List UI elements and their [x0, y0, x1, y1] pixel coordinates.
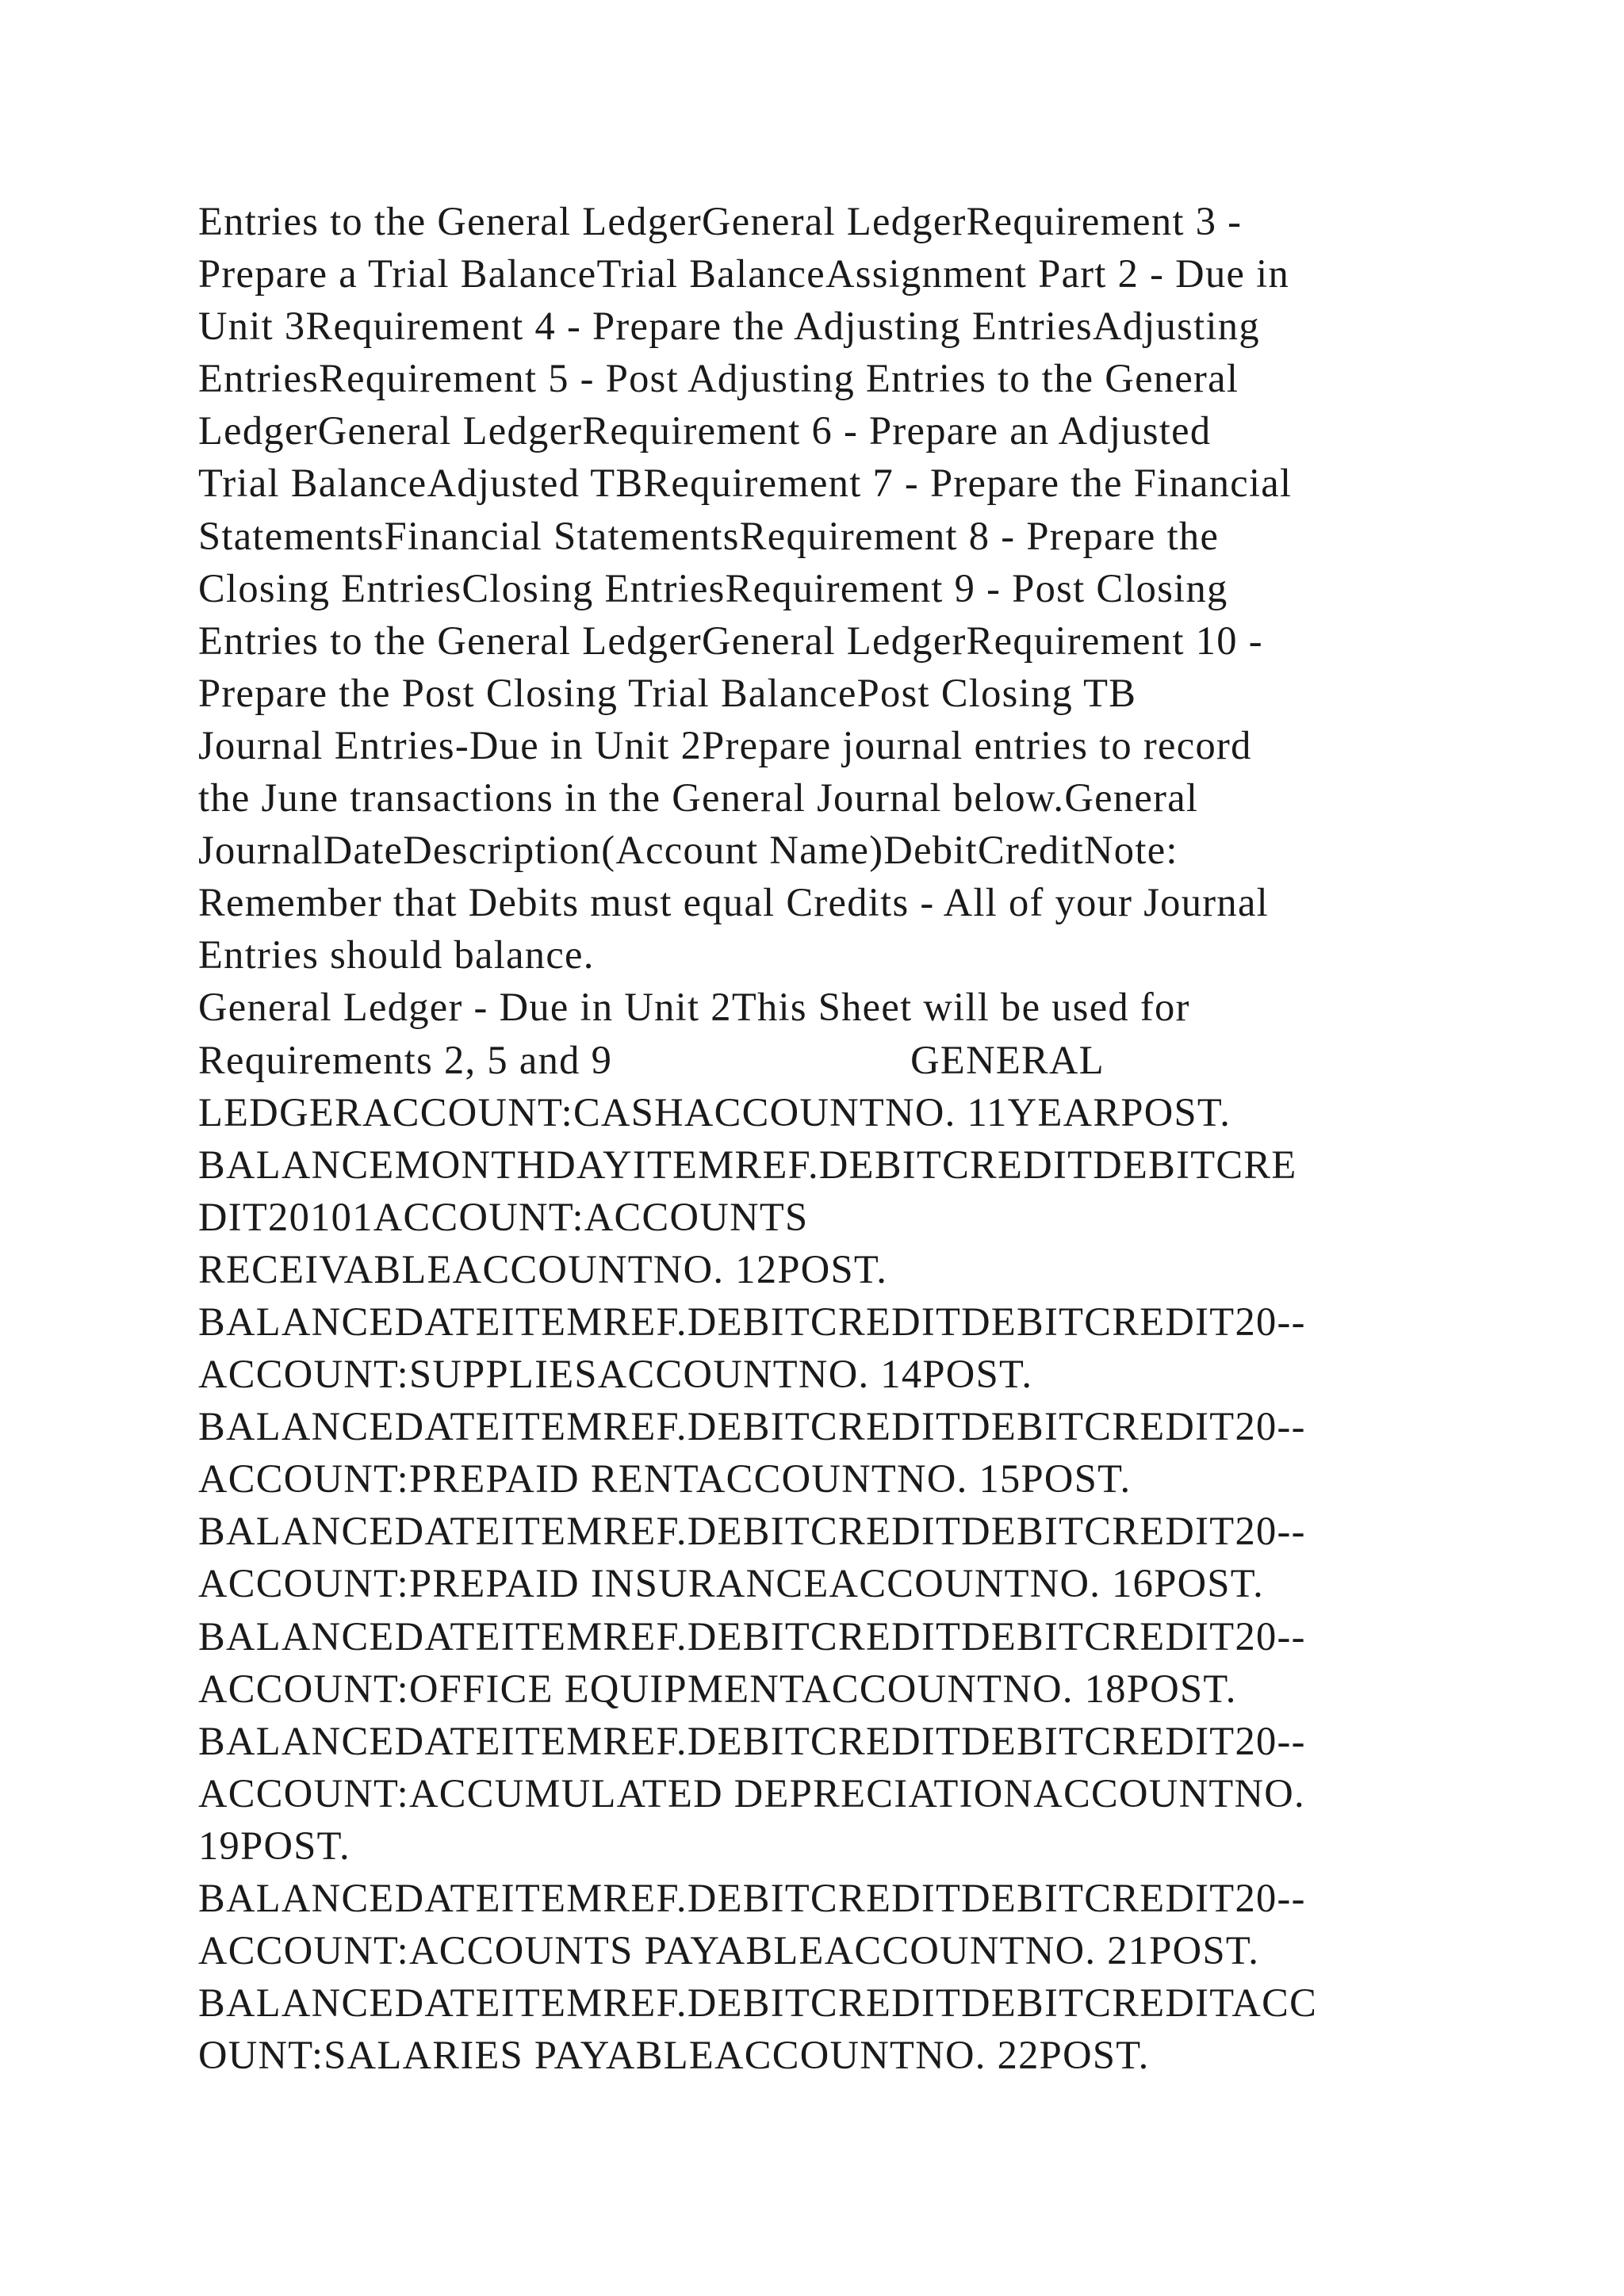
text-line: OUNT:SALARIES PAYABLEACCOUNTNO. 22POST.: [198, 2033, 1150, 2078]
text-line: Prepare the Post Closing Trial BalancePost Closing TB: [198, 670, 1137, 715]
text-line: DIT20101ACCOUNT:ACCOUNTS: [198, 1194, 809, 1239]
text-line: 19POST.: [198, 1823, 350, 1868]
text-line: Requirements 2, 5 and 9 GENERAL: [198, 1037, 1105, 1082]
text-line: StatementsFinancial StatementsRequirement 8 - Prepare the: [198, 513, 1220, 558]
text-line: General Ledger - Due in Unit 2This Sheet will be used for: [198, 985, 1190, 1030]
text-line: Remember that Debits must equal Credits - All of your Journal: [198, 880, 1269, 925]
text-line: Entries should balance.: [198, 932, 595, 978]
text-line: Entries to the General LedgerGeneral LedgerRequirement 3 -: [198, 199, 1243, 243]
text-line: BALANCEDATEITEMREF.DEBITCREDITDEBITCREDIT20--: [198, 1718, 1306, 1763]
text-line: RECEIVABLEACCOUNTNO. 12POST.: [198, 1246, 888, 1292]
text-line: BALANCEDATEITEMREF.DEBITCREDITDEBITCREDIT20--: [198, 1404, 1306, 1449]
text-line: Unit 3Requirement 4 - Prepare the Adjusting EntriesAdjusting: [198, 304, 1260, 349]
text-line: ACCOUNT:OFFICE EQUIPMENTACCOUNTNO. 18POST.: [198, 1666, 1237, 1711]
text-line: ACCOUNT:ACCUMULATED DEPRECIATIONACCOUNTNO.: [198, 1770, 1305, 1816]
text-line: BALANCEDATEITEMREF.DEBITCREDITDEBITCREDIT20--: [198, 1509, 1306, 1554]
text-line: ACCOUNT:SUPPLIESACCOUNTNO. 14POST.: [198, 1352, 1033, 1397]
text-line: EntriesRequirement 5 - Post Adjusting Entries to the General: [198, 356, 1239, 401]
text-line: LedgerGeneral LedgerRequirement 6 - Prepare an Adjusted: [198, 408, 1212, 453]
document-body-text: [198, 195, 1483, 2081]
text-line: BALANCEDATEITEMREF.DEBITCREDITDEBITCREDIT20--: [198, 1876, 1306, 1920]
text-line: Closing EntriesClosing EntriesRequirement 9 - Post Closing: [198, 565, 1228, 610]
text-line: Prepare a Trial BalanceTrial BalanceAssignment Part 2 - Due in: [198, 251, 1290, 297]
text-line: Trial BalanceAdjusted TBRequirement 7 - Prepare the Financial: [198, 461, 1293, 506]
text-line: Entries to the General LedgerGeneral LedgerRequirement 10 -: [198, 618, 1263, 663]
text-line: ACCOUNT:ACCOUNTS PAYABLEACCOUNTNO. 21POST.: [198, 1928, 1260, 1973]
text-line: BALANCEMONTHDAYITEMREF.DEBITCREDITDEBITCRE: [198, 1142, 1297, 1187]
text-line: JournalDateDescription(Account Name)DebitCreditNote:: [198, 828, 1178, 873]
text-line: LEDGERACCOUNT:CASHACCOUNTNO. 11YEARPOST.: [198, 1089, 1231, 1135]
text-line: BALANCEDATEITEMREF.DEBITCREDITDEBITCREDITACC: [198, 1980, 1318, 2026]
text-line: ACCOUNT:PREPAID RENTACCOUNTNO. 15POST.: [198, 1456, 1132, 1502]
text-line: ACCOUNT:PREPAID INSURANCEACCOUNTNO. 16POST.: [198, 1561, 1265, 1606]
text-line: the June transactions in the General Journal below.General: [198, 775, 1199, 821]
text-line: Journal Entries-Due in Unit 2Prepare journal entries to record: [198, 722, 1252, 767]
text-line: BALANCEDATEITEMREF.DEBITCREDITDEBITCREDIT20--: [198, 1613, 1306, 1659]
text-line: BALANCEDATEITEMREF.DEBITCREDITDEBITCREDIT20--: [198, 1299, 1306, 1344]
